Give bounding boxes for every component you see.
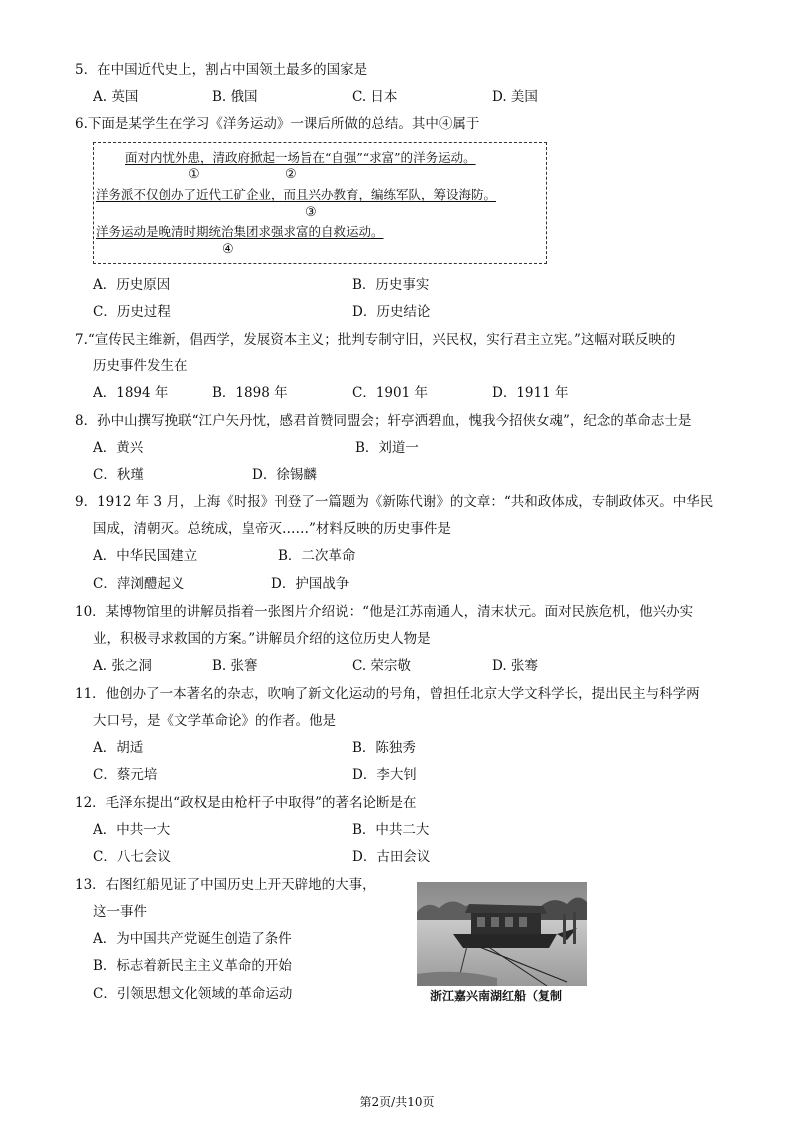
q11-option-c: C．蔡元培 (93, 767, 158, 783)
q7-option-b: B．1898 年 (212, 385, 288, 401)
q6-marker-3: ③ (305, 205, 317, 220)
q10-stem-line-2: 业，积极寻求救国的方案。”讲解员介绍的这位历史人物是 (93, 631, 431, 647)
q6-stem: 6.下面是某学生在学习《洋务运动》一课后所做的总结。其中④属于 (75, 116, 480, 132)
q8-option-d: D．徐锡麟 (252, 467, 317, 483)
q5-option-b: B. 俄国 (212, 89, 258, 105)
q11-option-b: B．陈独秀 (352, 740, 416, 756)
q7-option-c: C．1901 年 (352, 385, 428, 401)
q6-option-d: D．历史结论 (352, 304, 431, 320)
q10-option-a: A. 张之洞 (93, 658, 152, 674)
q6-marker-1: ① (188, 167, 200, 182)
q10-stem-line-1: 10．某博物馆里的讲解员指着一张图片介绍说：“他是江苏南通人，清末状元。面对民族危机，他兴办实 (75, 604, 694, 620)
q10-option-b: B. 张謇 (212, 658, 258, 674)
red-boat-photo (417, 882, 587, 986)
q10-option-c: C. 荣宗敬 (352, 658, 411, 674)
q8-option-a: A．黄兴 (93, 440, 144, 456)
q13-option-a: A．为中国共产党诞生创造了条件 (93, 931, 292, 947)
q9-option-b: B．二次革命 (278, 548, 356, 564)
q9-option-c: C．萍浏醴起义 (93, 576, 185, 592)
q11-option-d: D．李大钊 (352, 767, 417, 783)
q7-option-d: D．1911 年 (492, 385, 569, 401)
q5-option-a: A. 英国 (93, 89, 139, 105)
q6-box-line-2: 洋务派不仅创办了近代工矿企业，而且兴办教育，编练军队，筹设海防。 (96, 187, 497, 202)
q11-stem-line-1: 11．他创办了一本著名的杂志，吹响了新文化运动的号角，曾担任北京大学文科学长，提出民主与科学两 (75, 686, 700, 702)
page-footer: 第2页/共10页 (359, 1095, 435, 1109)
q8-option-b: B．刘道一 (355, 440, 419, 456)
q12-option-c: C．八七会议 (93, 849, 171, 865)
q10-option-d: D. 张骞 (492, 658, 538, 674)
q11-option-a: A．胡适 (93, 740, 144, 756)
q7-stem-line-2: 历史事件发生在 (93, 358, 188, 374)
q9-stem-line-1: 9．1912 年 3 月，上海《时报》刊登了一篇题为《新陈代谢》的文章：“共和政体成，专制政体灭。中华民 (75, 494, 714, 510)
q6-summary-box (93, 142, 547, 264)
q13-stem-line-1: 13．右图红船见证了中国历史上开天辟地的大事， (75, 877, 376, 893)
q6-box-line-1: 面对内忧外患，清政府掀起一场旨在“自强”“求富”的洋务运动。 (125, 150, 476, 165)
q12-stem: 12．毛泽东提出“政权是由枪杆子中取得”的著名论断是在 (75, 795, 417, 811)
q5-option-c: C. 日本 (352, 89, 398, 105)
q12-option-b: B．中共二大 (352, 822, 430, 838)
q6-option-a: A．历史原因 (93, 277, 171, 293)
q5-stem: 5．在中国近代史上，割占中国领土最多的国家是 (75, 62, 368, 78)
photo-caption: 浙江嘉兴南湖红船（复制 (430, 989, 563, 1003)
q6-option-b: B．历史事实 (352, 277, 430, 293)
q12-option-d: D．古田会议 (352, 849, 431, 865)
q9-stem-line-2: 国成，清朝灭。总统成，皇帝灭……”材料反映的历史事件是 (93, 521, 451, 537)
q6-marker-2: ② (285, 167, 297, 182)
q7-option-a: A．1894 年 (93, 385, 169, 401)
q9-option-a: A．中华民国建立 (93, 548, 198, 564)
q13-stem-line-2: 这一事件 (93, 904, 147, 920)
q13-option-c: C．引领思想文化领域的革命运动 (93, 986, 293, 1002)
q8-stem: 8．孙中山撰写挽联“江户矢丹忱，感君首赞同盟会；轩亭洒碧血，愧我今招侠女魂”，纪念的革命志士是 (75, 413, 692, 429)
q7-stem-line-1: 7.“宣传民主维新，倡西学，发展资本主义；批判专制守旧，兴民权，实行君主立宪。”这幅对联反映的 (75, 332, 676, 348)
q6-option-c: C．历史过程 (93, 304, 171, 320)
q13-option-b: B．标志着新民主主义革命的开始 (93, 958, 292, 974)
q5-option-d: D. 美国 (492, 89, 538, 105)
q6-marker-4: ④ (222, 242, 234, 257)
q6-box-line-3: 洋务运动是晚清时期统治集团求强求富的自救运动。 (96, 224, 384, 239)
q8-option-c: C．秋瑾 (93, 467, 144, 483)
q11-stem-line-2: 大口号，是《文学革命论》的作者。他是 (93, 713, 336, 729)
q9-option-d: D．护国战争 (271, 576, 350, 592)
q12-option-a: A．中共一大 (93, 822, 171, 838)
